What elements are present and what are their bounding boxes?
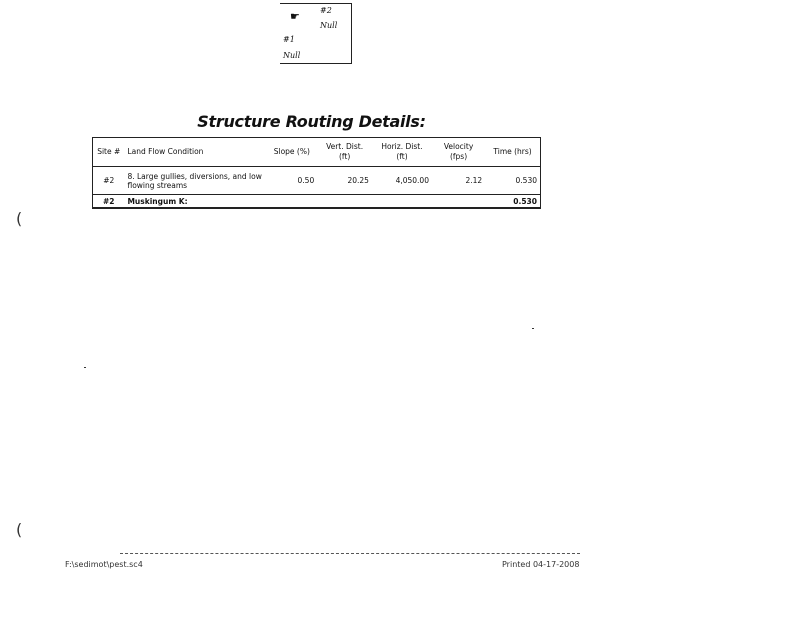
scan-speck <box>532 328 534 329</box>
header-land-flow: Land Flow Condition <box>124 138 266 167</box>
watershed-diagram <box>280 3 352 64</box>
site-1-type: Null <box>283 51 301 60</box>
header-slope: Slope (%) <box>266 138 317 167</box>
total-site: #2 <box>93 195 125 209</box>
header-vert-dist: Vert. Dist. (ft) <box>317 138 372 167</box>
header-horiz-dist: Horiz. Dist. (ft) <box>372 138 432 167</box>
scan-speck <box>84 367 86 368</box>
total-row <box>93 195 541 209</box>
total-value: 0.530 <box>485 195 540 209</box>
total-label: Muskingum K: <box>124 195 266 209</box>
punch-hole-mark: ( <box>16 520 23 539</box>
cell-vert-dist: 20.25 <box>317 167 372 195</box>
cell-horiz-dist: 4,050.00 <box>372 167 432 195</box>
footer-printed-date: Printed 04-17-2008 <box>502 560 580 569</box>
site-1-label: #1 <box>283 35 295 44</box>
cursor-hand-icon: ☛ <box>290 10 300 23</box>
footer-file-path: F:\sedimot\pest.sc4 <box>65 560 143 569</box>
cell-slope: 0.50 <box>266 167 317 195</box>
table-row <box>93 167 541 195</box>
cell-velocity: 2.12 <box>432 167 485 195</box>
page-title: Structure Routing Details: <box>197 112 426 131</box>
footer-divider <box>120 553 580 554</box>
routing-table <box>92 137 541 209</box>
header-velocity: Velocity (fps) <box>432 138 485 167</box>
header-site: Site # <box>93 138 125 167</box>
cell-land-flow: 8. Large gullies, diversions, and low flowing streams <box>124 167 266 195</box>
site-2-label: #2 <box>320 6 332 15</box>
table-header-row <box>93 138 541 167</box>
cell-time: 0.530 <box>485 167 540 195</box>
cell-site: #2 <box>93 167 125 195</box>
header-time: Time (hrs) <box>485 138 540 167</box>
site-2-type: Null <box>320 21 338 30</box>
punch-hole-mark: ( <box>16 209 23 228</box>
